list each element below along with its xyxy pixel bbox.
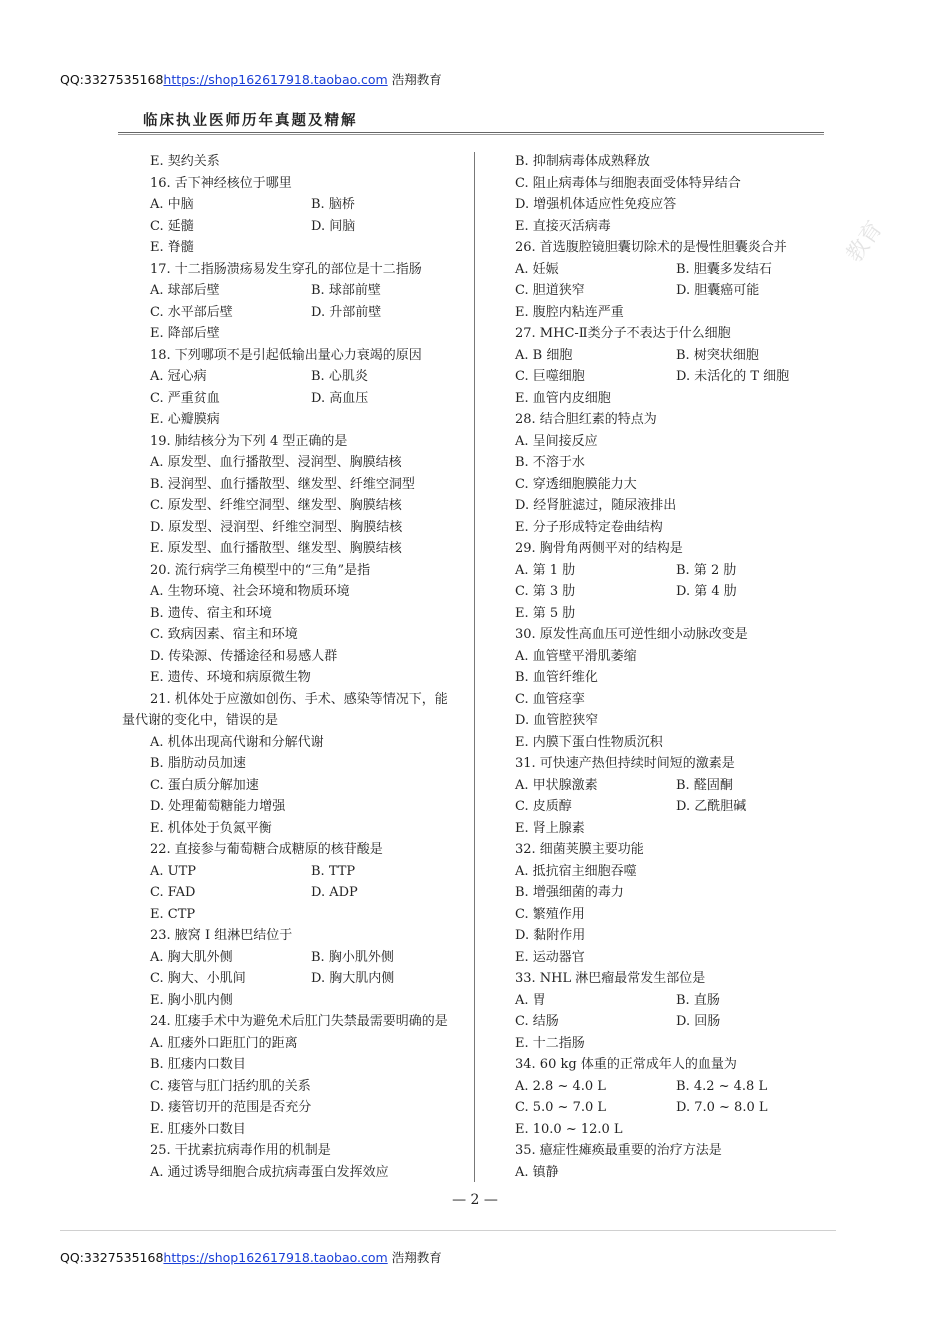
question-stem: 28. 结合胆红素的特点为	[515, 412, 657, 427]
option-line: E. 肾上腺素	[515, 820, 585, 836]
option-right: D. 胸大肌内侧	[311, 971, 395, 986]
option-left: A. 中脑	[150, 197, 194, 212]
option-pair	[122, 882, 467, 904]
question-stem: 29. 胸骨角两侧平对的结构是	[515, 541, 683, 556]
option-line: E. 内膜下蛋白性物质沉积	[515, 734, 663, 750]
option-left: A. 妊娠	[515, 261, 559, 277]
option-line: A. 生物环境、社会环境和物质环境	[150, 584, 350, 599]
option-left: A. B 细胞	[515, 347, 573, 363]
question-stem: 34. 60 kg 体重的正常成年人的血量为	[515, 1057, 737, 1072]
header-rule-thin	[118, 134, 824, 135]
question-stem: 24. 肛瘘手术中为避免术后肛门失禁最需要明确的是	[150, 1014, 448, 1029]
option-pair	[122, 861, 467, 883]
option-pair	[122, 968, 467, 990]
option-right: D. ADP	[311, 885, 358, 900]
option-line: A. 原发型、血行播散型、浸润型、胸膜结核	[150, 455, 402, 470]
option-left: C. 严重贫血	[150, 390, 220, 406]
option-right: D. 7.0 ~ 8.0 L	[676, 1100, 768, 1115]
option-left: C. 第 3 肋	[515, 584, 576, 599]
option-line: D. 血管腔狭窄	[515, 713, 599, 728]
option-left: C. 皮质醇	[515, 799, 572, 814]
option-right: D. 间脑	[311, 218, 356, 234]
option-right: B. 第 2 肋	[676, 562, 737, 578]
bottom-qq: QQ:3327535168	[60, 1250, 164, 1265]
option-pair	[515, 1076, 825, 1098]
option-line: C. 血管痉挛	[515, 691, 585, 707]
question-stem: 26. 首选腹腔镜胆囊切除术的是慢性胆囊炎合并	[515, 240, 787, 255]
option-left: A. UTP	[150, 863, 197, 879]
option-right: D. 第 4 肋	[676, 584, 737, 599]
option-pair	[122, 366, 467, 388]
option-line: E. 契约关系	[150, 154, 220, 169]
option-right: B. 心肌炎	[311, 369, 368, 384]
option-line: D. 传染源、传播途径和易感人群	[150, 648, 338, 664]
option-pair	[122, 388, 467, 410]
option-left: C. 胸大、小肌间	[150, 971, 246, 986]
option-pair	[515, 990, 825, 1012]
option-line: E. 心瓣膜病	[150, 412, 220, 427]
bottom-contact-line	[60, 1248, 442, 1266]
option-line: E. 遗传、环境和病原微生物	[150, 670, 311, 685]
option-line: A. 血管壁平滑肌萎缩	[515, 648, 637, 664]
watermark: 教育	[842, 216, 888, 268]
option-line: E. CTP	[150, 906, 196, 922]
column-divider	[474, 152, 475, 1182]
option-left: C. 5.0 ~ 7.0 L	[515, 1100, 607, 1115]
option-pair	[122, 302, 467, 324]
option-line: E. 第 5 肋	[515, 605, 576, 621]
option-line: E. 胸小肌内侧	[150, 992, 233, 1008]
option-line: E. 脊髓	[150, 240, 194, 255]
option-line: E. 降部后壁	[150, 326, 220, 341]
option-right: B. 球部前壁	[311, 283, 381, 298]
option-right: B. 脑桥	[311, 197, 355, 212]
question-stem: 32. 细菌荚膜主要功能	[515, 842, 644, 857]
question-stem: 35. 癔症性瘫痪最重要的治疗方法是	[515, 1143, 722, 1158]
option-line: E. 10.0 ~ 12.0 L	[515, 1121, 623, 1137]
option-line: C. 繁殖作用	[515, 906, 585, 922]
option-pair	[515, 1011, 825, 1033]
question-stem: 20. 流行病学三角模型中的“三角”是指	[150, 562, 371, 578]
top-qq: QQ:3327535168	[60, 72, 164, 87]
option-line: E. 十二指肠	[515, 1035, 585, 1051]
option-line: A. 通过诱导细胞合成抗病毒蛋白发挥效应	[150, 1164, 389, 1180]
option-left: A. 甲状腺激素	[515, 777, 598, 793]
top-contact-line	[60, 70, 442, 88]
option-line: C. 瘘管与肛门括约肌的关系	[150, 1078, 311, 1094]
option-left: C. 结肠	[515, 1014, 559, 1029]
question-stem: 17. 十二指肠溃疡易发生穿孔的部位是十二指肠	[150, 261, 422, 277]
bottom-shop-link[interactable]: https://shop162617918.taobao.com	[163, 1250, 388, 1265]
question-stem: 22. 直接参与葡萄糖合成糖原的核苷酸是	[150, 842, 383, 857]
option-line: C. 阻止病毒体与细胞表面受体特异结合	[515, 175, 741, 191]
option-left: A. 冠心病	[150, 369, 207, 384]
option-pair	[122, 194, 467, 216]
option-left: C. FAD	[150, 885, 196, 900]
option-left: A. 球部后壁	[150, 283, 220, 298]
question-stem: 19. 肺结核分为下列 4 型正确的是	[150, 433, 348, 449]
footer-rule	[60, 1230, 836, 1231]
top-shop-name: 浩翔教育	[391, 72, 442, 87]
option-line: B. 肛瘘内口数目	[150, 1057, 246, 1072]
book-title: 临床执业医师历年真题及精解	[143, 112, 358, 129]
option-line: E. 肛瘘外口数目	[150, 1121, 246, 1137]
option-right: D. 高血压	[311, 390, 369, 406]
header-rule	[118, 132, 824, 133]
option-left: A. 2.8 ~ 4.0 L	[515, 1078, 606, 1094]
question-stem: 21. 机体处于应激如创伤、手术、感染等情况下，能	[150, 691, 448, 707]
option-line: C. 致病因素、宿主和环境	[150, 627, 298, 642]
option-line: B. 抑制病毒体成熟释放	[515, 154, 650, 169]
option-left: C. 水平部后壁	[150, 304, 233, 320]
option-right: B. 胸小肌外侧	[311, 949, 394, 965]
option-line: A. 镇静	[515, 1164, 559, 1180]
option-right: B. 醛固酮	[676, 777, 733, 793]
option-line: E. 血管内皮细胞	[515, 390, 611, 406]
option-pair	[515, 259, 825, 281]
option-pair	[515, 1097, 825, 1119]
option-line: A. 机体出现高代谢和分解代谢	[150, 734, 324, 750]
option-left: A. 第 1 肋	[515, 562, 576, 578]
option-line: A. 抵抗宿主细胞吞噬	[515, 863, 637, 879]
option-line: D. 经肾脏滤过，随尿液排出	[515, 498, 677, 513]
option-line: C. 穿透细胞膜能力大	[515, 476, 637, 492]
option-line: E. 机体处于负氮平衡	[150, 820, 272, 836]
option-right: D. 胆囊癌可能	[676, 283, 760, 298]
option-left: C. 巨噬细胞	[515, 369, 585, 384]
option-pair	[515, 560, 825, 582]
option-line: E. 原发型、血行播散型、继发型、胸膜结核	[150, 541, 402, 556]
option-line: B. 脂肪动员加速	[150, 756, 246, 771]
option-left: A. 胸大肌外侧	[150, 949, 233, 965]
option-right: D. 乙酰胆碱	[676, 799, 747, 814]
option-line: D. 黏附作用	[515, 928, 586, 943]
option-line: D. 增强机体适应性免疫应答	[515, 197, 677, 212]
page-number: — 2 —	[452, 1192, 498, 1208]
option-pair	[515, 581, 825, 603]
option-right: D. 回肠	[676, 1014, 721, 1029]
bottom-shop-name: 浩翔教育	[391, 1250, 442, 1265]
option-pair	[515, 345, 825, 367]
option-right: B. TTP	[311, 863, 356, 879]
option-line: D. 瘘管切开的范围是否充分	[150, 1100, 312, 1115]
option-pair	[515, 775, 825, 797]
option-line: B. 遗传、宿主和环境	[150, 605, 272, 621]
option-line: E. 直接灭活病毒	[515, 218, 611, 234]
question-stem: 31. 可快速产热但持续时间短的激素是	[515, 756, 735, 771]
question-stem: 30. 原发性高血压可逆性细小动脉改变是	[515, 627, 748, 642]
option-line: D. 原发型、浸润型、纤维空洞型、胸膜结核	[150, 519, 403, 535]
option-pair	[515, 280, 825, 302]
option-left: A. 胃	[515, 992, 546, 1008]
right-column	[515, 151, 825, 1183]
option-line: E. 腹腔内粘连严重	[515, 304, 624, 320]
option-line: E. 运动器官	[515, 949, 585, 965]
option-line: C. 原发型、纤维空洞型、继发型、胸膜结核	[150, 498, 402, 513]
option-pair	[122, 216, 467, 238]
question-stem: 16. 舌下神经核位于哪里	[150, 175, 292, 191]
option-pair	[122, 280, 467, 302]
option-line: C. 蛋白质分解加速	[150, 777, 259, 793]
option-right: B. 树突状细胞	[676, 347, 759, 363]
option-line: B. 浸润型、血行播散型、继发型、纤维空洞型	[150, 476, 415, 492]
option-pair	[122, 947, 467, 969]
option-line: D. 处理葡萄糖能力增强	[150, 799, 286, 814]
option-pair	[515, 366, 825, 388]
option-right: B. 胆囊多发结石	[676, 261, 772, 277]
option-right: B. 直肠	[676, 992, 720, 1008]
option-right: B. 4.2 ~ 4.8 L	[676, 1078, 768, 1094]
left-column	[122, 151, 467, 1183]
option-line: B. 血管纤维化	[515, 670, 598, 685]
option-line: B. 不溶于水	[515, 455, 585, 470]
option-left: C. 胆道狭窄	[515, 283, 585, 298]
question-stem: 27. MHC-Ⅱ类分子不表达于什么细胞	[515, 326, 731, 341]
question-stem: 33. NHL 淋巴瘤最常发生部位是	[515, 971, 706, 986]
option-pair	[515, 796, 825, 818]
option-line: A. 肛瘘外口距肛门的距离	[150, 1035, 298, 1051]
question-continuation: 量代谢的变化中，错误的是	[122, 713, 279, 728]
option-right: D. 升部前壁	[311, 304, 382, 320]
question-stem: 18. 下列哪项不是引起低输出量心力衰竭的原因	[150, 347, 422, 363]
option-right: D. 未活化的 T 细胞	[676, 369, 790, 384]
option-line: A. 呈间接反应	[515, 433, 598, 449]
top-shop-link[interactable]: https://shop162617918.taobao.com	[163, 72, 388, 87]
option-line: E. 分子形成特定卷曲结构	[515, 519, 663, 535]
question-stem: 23. 腋窝 Ⅰ 组淋巴结位于	[150, 928, 293, 943]
question-stem: 25. 干扰素抗病毒作用的机制是	[150, 1143, 331, 1158]
option-left: C. 延髓	[150, 218, 194, 234]
option-line: B. 增强细菌的毒力	[515, 885, 624, 900]
